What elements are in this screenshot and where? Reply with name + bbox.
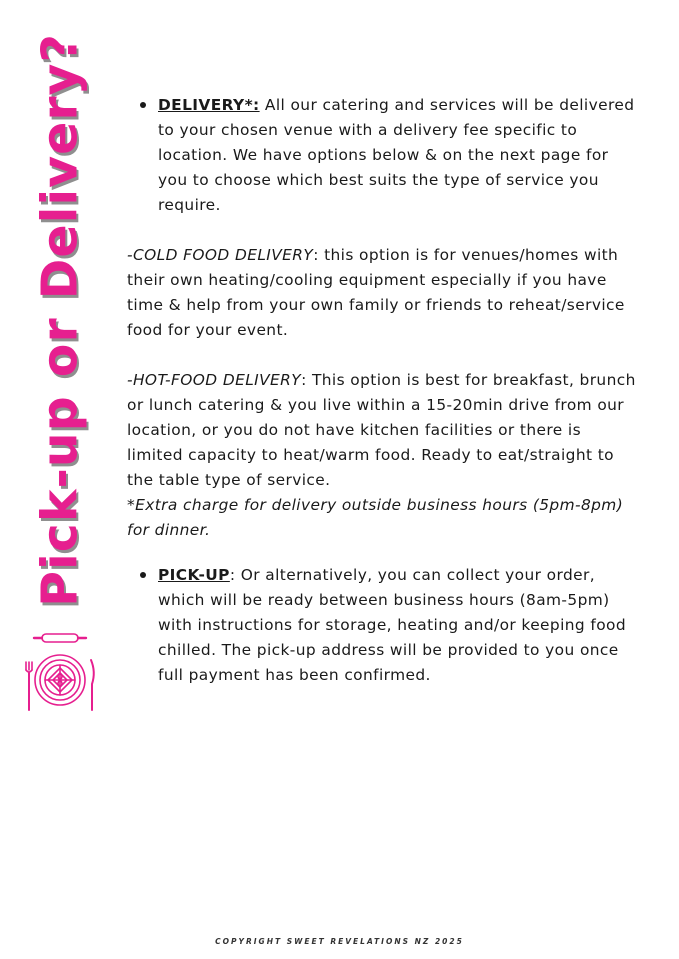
pickup-text: : Or alternatively, you can collect your order, which will be ready between business hours (8am-5pm) with instructions for storage, heating and/or keeping food chilled. The pick-up address will be provided to you once full payment has been confirmed. [158,566,627,684]
main-content [127,93,642,688]
bullet-icon [140,102,146,108]
cold-delivery-label: -COLD FOOD DELIVERY [127,246,314,264]
cold-delivery-text: : this option is for venues/homes with their own heating/cooling equipment especially if you have time & help from your own family or friends to reheat/service food for your event. [127,246,625,339]
hot-delivery-text: : This option is best for breakfast, brunch or lunch catering & you live within a 15-20min drive from our location, or you do not have kitchen facilities or there is limited capacity to heat/warm food. Ready to eat/straight to the table type of service. [127,371,636,489]
bullet-icon [140,572,146,578]
delivery-text: All our catering and services will be delivered to your chosen venue with a delivery fee specific to location. We have options below & on the next page for you to choose which best suits the type of service you require. [158,96,635,214]
cold-delivery-paragraph [127,243,642,343]
delivery-item [127,93,642,218]
hot-delivery-label: -HOT-FOOD DELIVERY [127,371,302,389]
page-title: Pick-up or Delivery? [31,33,89,607]
hot-delivery-note: *Extra charge for delivery outside business hours (5pm-8pm) for dinner. [127,496,624,539]
pickup-item [127,563,642,688]
place-setting-rolling-pin-icon [20,632,100,714]
delivery-keyword: DELIVERY*: [158,96,260,114]
pickup-keyword: PICK-UP [158,566,230,584]
hot-delivery-paragraph [127,368,642,493]
copyright-footer: COPYRIGHT SWEET REVELATIONS NZ 2025 [215,937,464,946]
